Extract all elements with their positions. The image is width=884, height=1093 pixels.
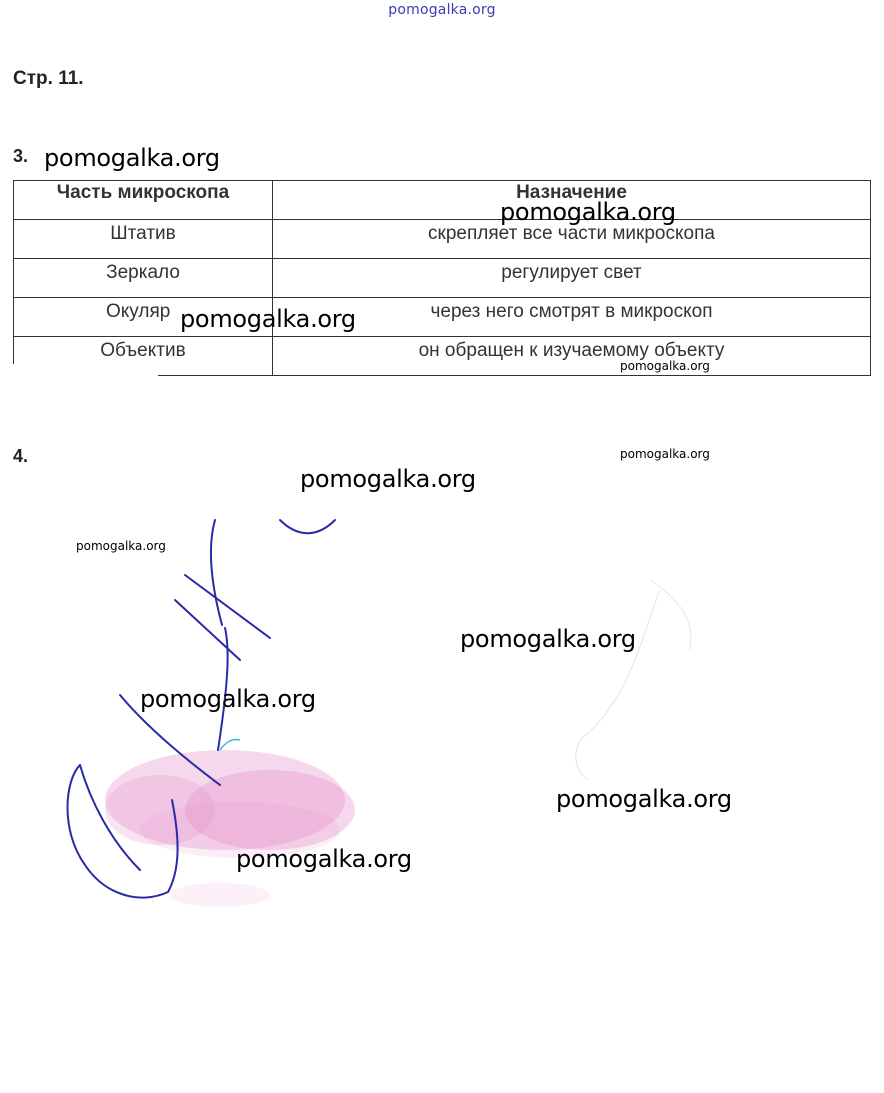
cell-purpose: скрепляет все части микроскопа [273,220,871,259]
task-3-number: 3. [13,146,29,166]
microscope-table [13,180,871,376]
watermark: pomogalka.org [620,359,710,373]
table-row [14,259,871,298]
watermark: pomogalka.org [300,465,476,493]
cell-part: Объектив [14,337,273,376]
watermark: pomogalka.org [236,845,412,873]
table-row [14,220,871,259]
cell-purpose: через него смотрят в микроскоп [273,298,871,337]
scan-fade [13,364,158,380]
cell-part: Окуляр [14,298,273,337]
cell-part: Зеркало [14,259,273,298]
faint-pink-outline [650,580,691,650]
watermark: pomogalka.org [460,625,636,653]
watermark: pomogalka.org [140,685,316,713]
watermark: pomogalka.org [44,144,220,172]
task-4-number: 4. [13,446,29,466]
watermark: pomogalka.org [500,198,676,226]
watermark: pomogalka.org [620,447,710,461]
table-header-row [14,181,871,220]
table-row [14,298,871,337]
watermark: pomogalka.org [180,305,356,333]
watermark: pomogalka.org [76,539,166,553]
pink-shading [105,750,355,907]
cyan-sketch-line [220,739,240,750]
cell-purpose: он обращен к изучаемому объекту [273,337,871,376]
watermark: pomogalka.org [556,785,732,813]
page-reference: Стр. 11. [13,68,84,89]
top-watermark: pomogalka.org [388,2,496,18]
header-part: Часть микроскопа [14,181,273,220]
faint-pink-outline [576,590,660,780]
microscope-sketch [40,510,840,990]
cell-purpose: регулирует свет [273,259,871,298]
cell-part: Штатив [14,220,273,259]
header-purpose: Назначение [273,181,871,220]
